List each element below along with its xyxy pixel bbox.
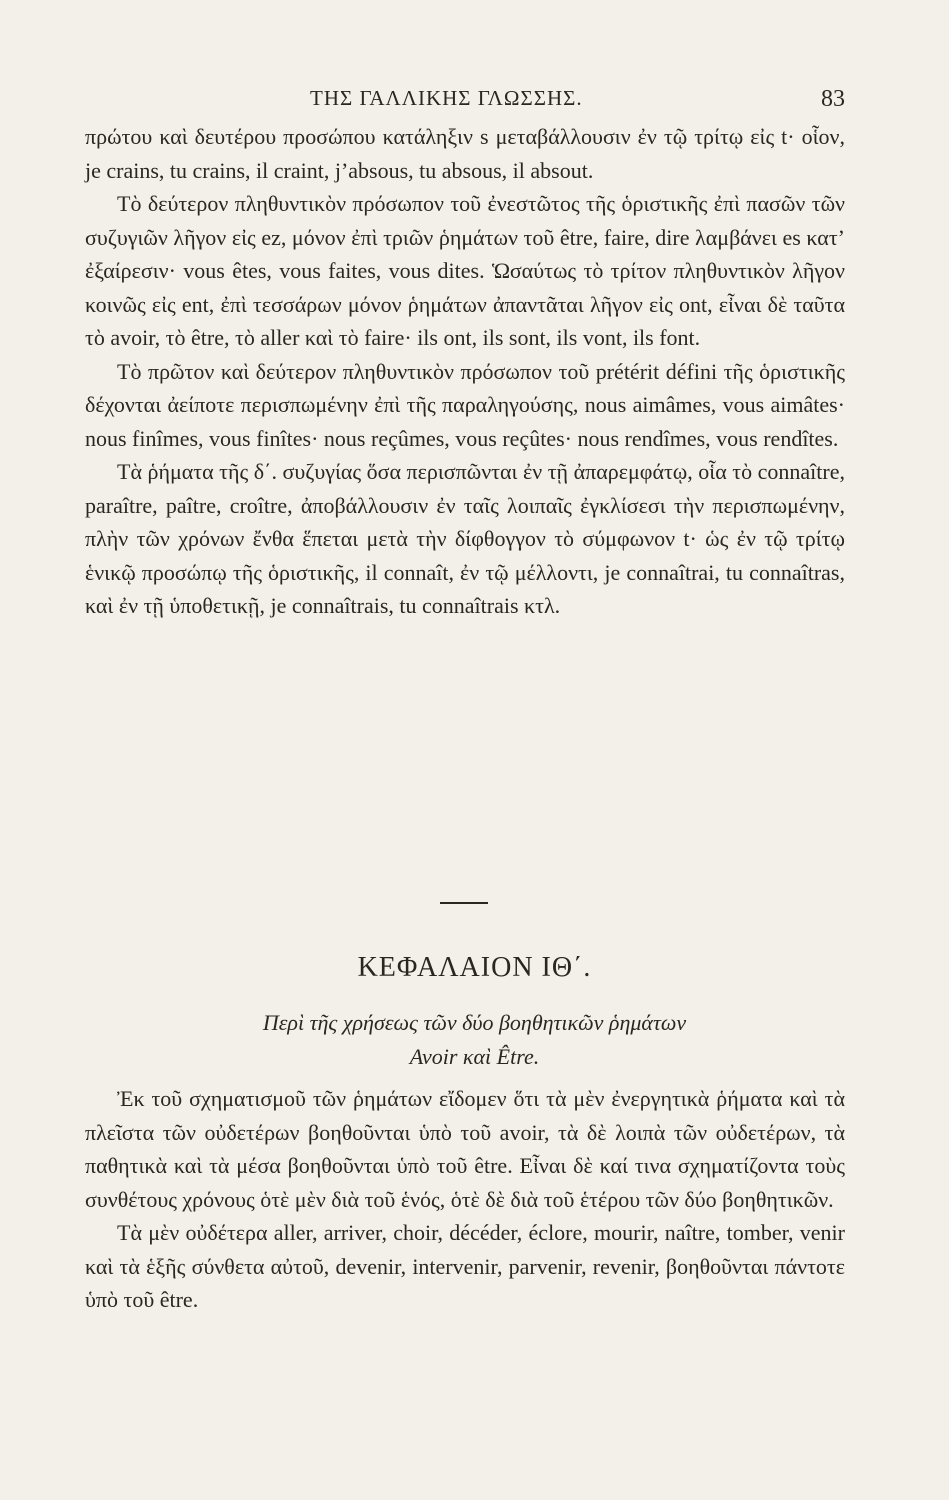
paragraph-neuter-verbs: Τὰ μὲν οὐδέτερα aller, arriver, choir, décéder, éclore, mourir, naître, tomber, venir καὶ τὰ ἑξῆς σύνθετα αὐτοῦ, devenir, intervenir, parvenir, revenir, βοηθοῦνται πάντοτε ὑπὸ τοῦ être. <box>85 1220 845 1312</box>
page-number: 83 <box>821 86 845 112</box>
chapter-title: ΚΕΦΑΛΑΙΟΝ ΙΘ΄. <box>357 952 592 983</box>
paragraph-second-person-plural: Τὸ δεύτερον πληθυντικὸν πρόσωπον τοῦ ἐνεστῶτος τῆς ὁριστικῆς ἐπὶ πασῶν τῶν συζυγιῶν λῆγον εἰς ez, μόνον ἐπὶ τριῶν ῥημάτων τοῦ être, faire, dire λαμβάνει es κατ’ ἐξαίρεσιν· vous êtes, vous faites, vous dites. Ὡσαύτως τὸ τρίτον πληθυντικὸν λῆγον κοινῶς εἰς ent, ἐπὶ τεσσάρων μόνον ῥημάτων ἀπαντᾶται λῆγον εἰς ont, εἶναι δὲ ταῦτα τὸ avoir, τὸ être, τὸ aller καὶ τὸ faire· ils ont, ils sont, ils vont, ils font. <box>85 191 845 350</box>
chapter-subtitle-line-2: Avoir καὶ Être. <box>409 1044 540 1069</box>
paragraph-preterit-defini: Τὸ πρῶτον καὶ δεύτερον πληθυντικὸν πρόσωπον τοῦ prétérit défini τῆς ὁριστικῆς δέχονται ἀείποτε περισπωμένην ἐπὶ τῆς παραληγούσης, nous aimâmes, vous aimâtes· nous finîmes, vous finîtes· nous reçûmes, vous reçûtes· nous rendîmes, vous rendîtes. <box>85 358 845 451</box>
paragraph-auxiliary-usage: Ἐκ τοῦ σχηματισμοῦ τῶν ῥημάτων εἴδομεν ὅτι τὰ μὲν ἐνεργητικὰ ῥήματα καὶ τὰ πλεῖστα τῶν οὐδετέρων βοηθοῦνται ὑπὸ τοῦ avoir, τὰ δὲ λοιπὰ τῶν οὐδετέρων, τὰ παθητικὰ καὶ τὰ μέσα βοηθοῦνται ὑπὸ τοῦ être. Εἶναι δὲ καί τινα σχηματίζοντα τοὺς συνθέτους χρόνους ὁτὲ μὲν διὰ τοῦ ἑνός, ὁτὲ δὲ διὰ τοῦ ἑτέρου τῶν δύο βοηθητικῶν. <box>85 1086 845 1212</box>
running-header <box>85 80 845 120</box>
chapter-subtitle-line-1: Περὶ τῆς χρήσεως τῶν δύο βοηθητικῶν ῥημάτων <box>262 1010 687 1035</box>
paragraph-fourth-conjugation: Τὰ ῥήματα τῆς δ΄. συζυγίας ὅσα περισπῶνται ἐν τῇ ἀπαρεμφάτῳ, οἷα τὸ connaître, paraître, paître, croître, ἀποβάλλουσιν ἐν ταῖς λοιπαῖς ἐγκλίσεσι τὴν περισπωμένην, πλὴν τῶν χρόνων ἔνθα ἕπεται μετὰ τὴν δίφθογγον τὸ σύμφωνον t· ὡς ἐν τῷ τρίτῳ ἑνικῷ προσώπῳ τῆς ὁριστικῆς, il connaît, ἐν τῷ μέλλοντι, je connaîtrai, tu connaîtras, καὶ ἐν τῇ ὑποθετικῇ, je connaîtrais, tu connaîtrais κτλ. <box>85 459 845 618</box>
body-text-section-2 <box>85 1082 845 1317</box>
paragraph-continuation: πρώτου καὶ δευτέρου προσώπου κατάληξιν s μεταβάλλουσιν ἐν τῷ τρίτῳ εἰς t· οἷον, je crains, tu crains, il craint, j’absous, tu absous, il absout. <box>85 124 845 183</box>
section-divider <box>440 902 488 904</box>
body-text-section-1 <box>85 120 845 623</box>
running-header-title: ΤΗΣ ΓΑΛΛΙΚΗΣ ΓΛΩΣΣΗΣ. <box>310 86 583 110</box>
